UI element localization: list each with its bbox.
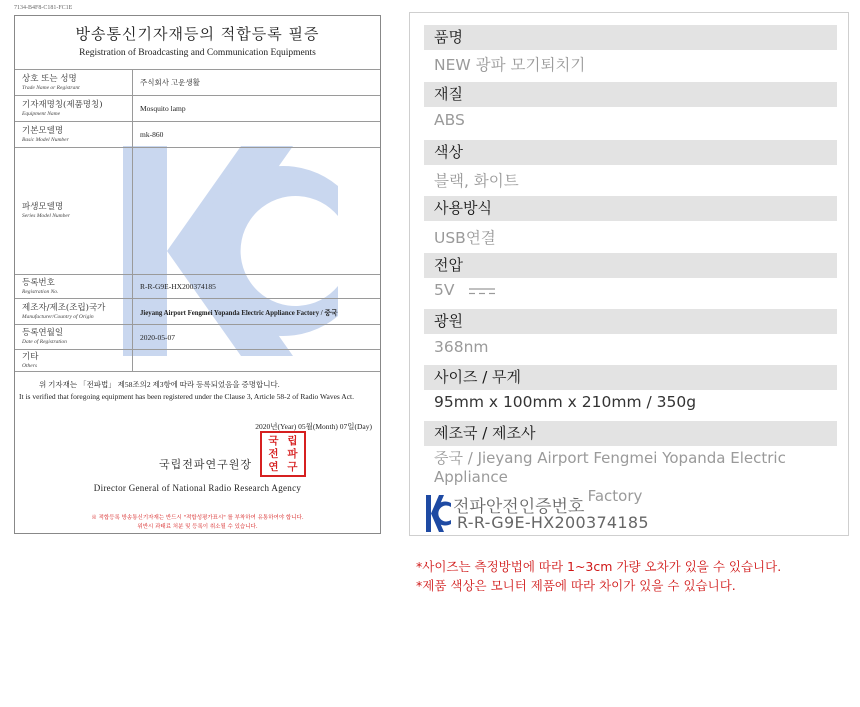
cert-value: mk-860 <box>133 122 381 148</box>
product-spec-panel <box>409 12 849 536</box>
seal-char: 구 <box>287 461 298 473</box>
certificate-date: 2020년(Year) 05월(Month) 07일(Day) <box>255 422 372 431</box>
spec-value-voltage-row <box>434 281 495 299</box>
cert-label: 제조자/제조(조립)국가 <box>22 302 106 313</box>
statement-ko: 위 기자재는 「전파법」 제58조의2 제3항에 따라 등록되었음을 증명합니다. <box>39 380 280 389</box>
spec-label-origin-maker: 제조국 / 제조사 <box>424 421 837 446</box>
spec-value-material: ABS <box>434 111 465 129</box>
cert-row-manufacturer <box>15 299 380 325</box>
cert-label: 등록번호 <box>22 277 55 288</box>
official-seal <box>260 431 306 477</box>
cert-value: R-R-G9E-HX200374185 <box>133 275 381 299</box>
cert-label-en: Basic Model Number <box>22 136 69 143</box>
spec-label-product-name: 품명 <box>424 25 837 50</box>
cert-row-basic-model <box>15 122 380 148</box>
certificate-note <box>15 514 380 532</box>
cert-row-series-model <box>15 148 380 275</box>
dc-symbol-icon <box>469 287 495 295</box>
maker-line1: 중국 / Jieyang Airport Fengmei Yopanda Electric Appliance <box>434 449 786 486</box>
document-code: 7134-B4F8-C181-FC1E <box>14 5 73 11</box>
spec-value-size-weight: 95mm x 100mm x 210mm / 350g <box>434 393 697 411</box>
seal-char: 국 <box>268 435 279 447</box>
certificate-title-en: Registration of Broadcasting and Communication Equipments <box>79 48 316 58</box>
certificate-statement <box>15 379 380 403</box>
seal-char: 연 <box>268 461 279 473</box>
spec-label-voltage: 전압 <box>424 253 837 278</box>
cert-row-registration-no <box>15 275 380 299</box>
spec-label-color: 색상 <box>424 140 837 165</box>
cert-label: 파생모델명 <box>22 202 64 212</box>
note-line: ※ 적합등록 방송통신기자재는 반드시 "적합성평가표시" 를 부착하여 유통하여야 합니다. <box>91 515 304 521</box>
cert-value <box>133 350 381 372</box>
cert-value: Jieyang Airport Fengmei Yopanda Electric Appliance Factory / 중국 <box>133 299 381 325</box>
registration-certificate <box>14 15 381 534</box>
cert-label: 기타 <box>22 351 39 362</box>
seal-char: 립 <box>287 435 298 447</box>
spec-label-light-source: 광원 <box>424 309 837 334</box>
cert-row-trade-name <box>15 70 380 96</box>
cert-label-en: Date of Registration <box>22 339 67 345</box>
spec-label-usage: 사용방식 <box>424 196 837 221</box>
seal-char: 전 <box>268 448 279 460</box>
spec-value-usage: USB연결 <box>434 229 496 247</box>
cert-value: Mosquito lamp <box>133 96 381 122</box>
cert-label-en: Manufacturer/Country of Origin <box>22 313 94 320</box>
certificate-title-ko: 방송통신기자재등의 적합등록 필증 <box>75 25 320 43</box>
kc-cert-number: R-R-G9E-HX200374185 <box>457 513 649 532</box>
cert-label: 기자재명칭(제품명칭) <box>22 99 103 110</box>
cert-label: 기본모델명 <box>22 125 64 136</box>
cert-label: 등록연월일 <box>22 328 64 338</box>
cert-label-en: Series Model Number <box>22 213 70 219</box>
signer-en: Director General of National Radio Research Agency <box>93 483 302 493</box>
cert-row-date <box>15 325 380 350</box>
cert-label-en: Others <box>22 362 37 369</box>
seal-char: 파 <box>287 448 298 460</box>
size-notice: *사이즈는 측정방법에 따라 1~3cm 가량 오차가 있을 수 있습니다. <box>416 559 782 574</box>
spec-value-product-name: NEW 광파 모기퇴치기 <box>434 56 586 74</box>
cert-label-en: Registration No. <box>22 288 59 295</box>
kc-cert-label: 전파안전인증번호 <box>453 497 585 517</box>
cert-row-equipment-name <box>15 96 380 122</box>
cert-label-en: Trade Name or Registrant <box>22 84 80 91</box>
kc-mark-icon <box>426 495 451 532</box>
note-line: 위반시 과태료 처분 및 등록이 취소될 수 있습니다. <box>137 524 258 530</box>
spec-value-voltage: 5V <box>434 281 455 299</box>
maker-line2: Factory <box>587 487 643 505</box>
cert-value <box>133 148 381 275</box>
cert-label: 상호 또는 성명 <box>22 73 77 84</box>
spec-value-light-source: 368nm <box>434 338 489 356</box>
statement-en: It is verified that foregoing equipment has been registered under the Clause 3, Article 58-2 of Radio Waves Act. <box>19 392 354 401</box>
spec-value-color: 블랙, 화이트 <box>434 172 519 190</box>
signer-ko: 국립전파연구원장 <box>159 458 253 471</box>
cert-row-others <box>15 350 380 372</box>
certificate-table <box>15 69 380 372</box>
cert-value: 주식회사 고운생활 <box>133 70 381 96</box>
cert-value: 2020-05-07 <box>133 325 381 350</box>
color-notice: *제품 색상은 모니터 제품에 따라 차이가 있을 수 있습니다. <box>416 578 736 593</box>
cert-label-en: Equipment Name <box>22 110 61 117</box>
spec-label-material: 재질 <box>424 82 837 107</box>
spec-label-size-weight: 사이즈 / 무게 <box>424 365 837 390</box>
